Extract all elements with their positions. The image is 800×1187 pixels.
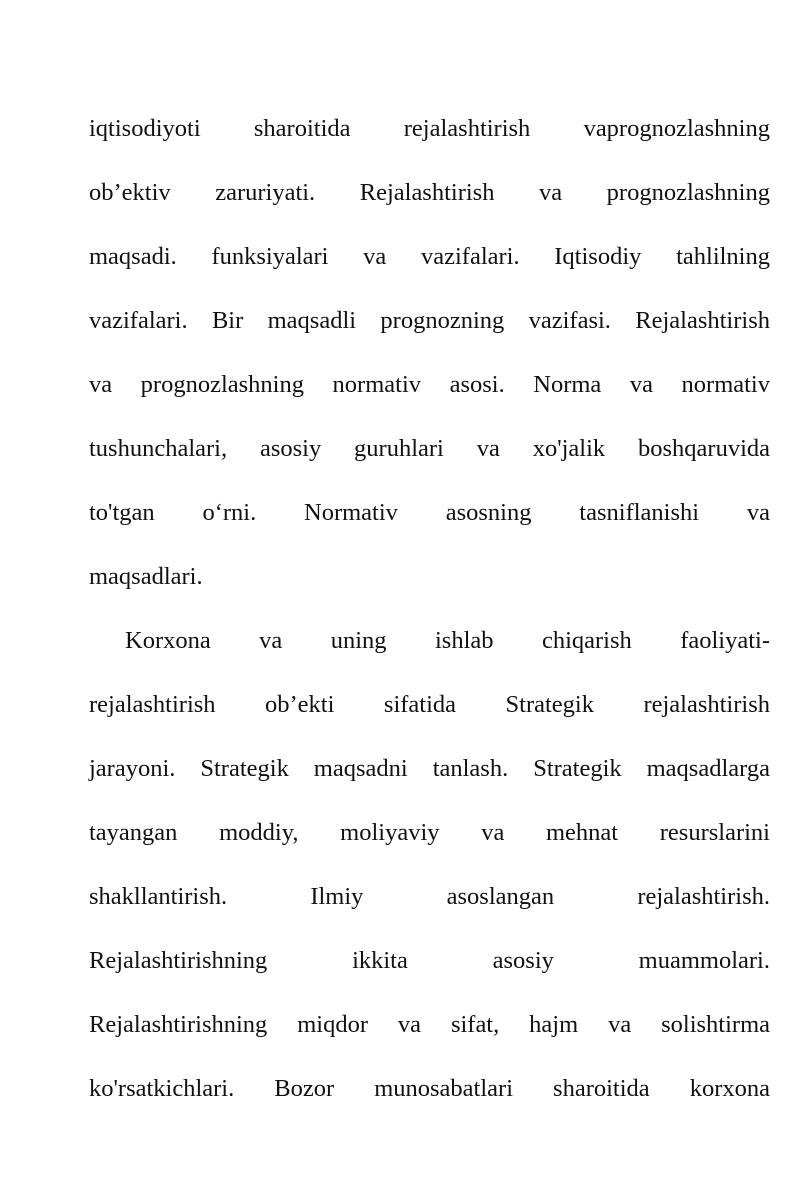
text-line: ko'rsatkichlari. Bozor munosabatlari sharoitida korxona [89,1075,770,1102]
text-line: to'tgan o‘rni. Normativ asosning tasniflanishi va [89,499,770,526]
text-line: shakllantirish. Ilmiy asoslangan rejalashtirish. [89,883,770,910]
document-page [89,97,770,1121]
text-line: rejalashtirish ob’ekti sifatida Strategik rejalashtirish [89,691,770,718]
text-line: vazifalari. Bir maqsadli prognozning vazifasi. Rejalashtirish [89,307,770,334]
paragraph-1 [89,97,770,609]
text-line: Rejalashtirishning ikkita asosiy muammolari. [89,947,770,974]
text-line: Korxona va uning ishlab chiqarish faoliyati- [125,627,770,654]
text-line: ob’ektiv zaruriyati. Rejalashtirish va prognozlashning [89,179,770,206]
paragraph-2 [89,609,770,1121]
text-line: maqsadi. funksiyalari va vazifalari. Iqtisodiy tahlilning [89,243,770,270]
text-line: tushunchalari, asosiy guruhlari va xo'jalik boshqaruvida [89,435,770,462]
text-line: Rejalashtirishning miqdor va sifat, hajm va solishtirma [89,1011,770,1038]
text-line: va prognozlashning normativ asosi. Norma va normativ [89,371,770,398]
text-line: tayangan moddiy, moliyaviy va mehnat resurslarini [89,819,770,846]
text-line: maqsadlari. [89,563,203,590]
text-line: jarayoni. Strategik maqsadni tanlash. Strategik maqsadlarga [89,755,770,782]
text-line: iqtisodiyoti sharoitida rejalashtirish vaprognozlashning [89,115,770,142]
